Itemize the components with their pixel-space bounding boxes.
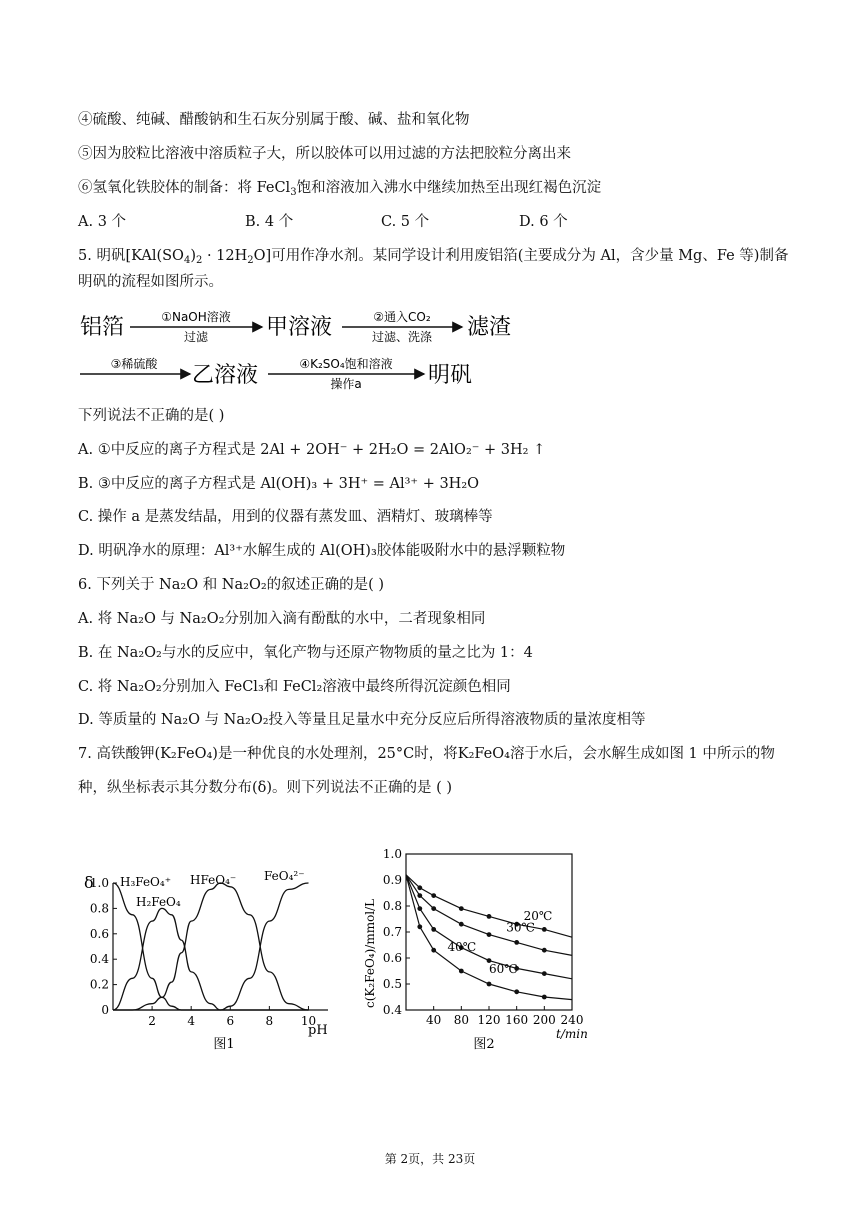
fig2-point [431, 927, 436, 932]
fig2-point [431, 906, 436, 911]
fig2-point [431, 948, 436, 953]
flow-step-2-top: ②通入CO₂ [373, 310, 431, 324]
item-6-post: 饱和溶液加入沸水中继续加热至出现红褐色沉淀 [296, 180, 602, 196]
fig1-species-1: H₂FeO₄ [136, 895, 181, 909]
fig2-ytick-label: 0.7 [382, 925, 402, 939]
q7-stem-line2: 种，纵坐标表示其分数分布(δ)。则下列说法不正确的是 ( ) [78, 780, 453, 796]
fig1-species-3: FeO₄²⁻ [264, 869, 305, 883]
fig2-point [417, 906, 422, 911]
q5-flow-diagram [78, 306, 518, 396]
q6-option-a: A. 将 Na₂O 与 Na₂O₂分别加入滴有酚酞的水中，二者现象相同 [78, 611, 486, 627]
fig2-point [514, 940, 519, 945]
q5-option-d: D. 明矾净水的原理：Al³⁺水解生成的 Al(OH)₃胶体能吸附水中的悬浮颗粒物 [78, 543, 566, 559]
fig2-series-label-3: 60℃ [489, 962, 518, 977]
fig2-point [542, 995, 547, 1000]
fig2-ytick-label: 0.9 [382, 873, 402, 887]
fig2-xtick-label: 40 [426, 1013, 442, 1027]
item-5: ⑤因为胶粒比溶液中溶质粒子大，所以胶体可以用过滤的方法把胶粒分离出来 [78, 146, 571, 162]
fig2-ytick-label: 1.0 [382, 847, 402, 861]
fig2-series-label-2: 40℃ [447, 940, 477, 955]
page-footer: 第 2页，共 23页 [384, 1152, 476, 1166]
fig2-point [459, 969, 464, 974]
fig2-xtick-label: 200 [532, 1013, 556, 1027]
fig2-xtick-label: 80 [453, 1013, 469, 1027]
item-6-pre: ⑥氢氧化铁胶体的制备：将 FeCl [78, 180, 291, 196]
q5-option-b: B. ③中反应的离子方程式是 Al(OH)₃ + 3H⁺ = Al³⁺ + 3H₂O [78, 476, 480, 492]
fig2-point [487, 982, 492, 987]
fig2-ytick-label: 0.4 [382, 1003, 402, 1017]
fig1-series-1 [113, 908, 309, 1010]
fig2-xtick-label: 240 [560, 1013, 584, 1027]
fig2-point [431, 893, 436, 898]
flow-step-4-bottom: 操作a [330, 377, 362, 391]
fig2-ytick-label: 0.6 [382, 951, 402, 965]
q5-stem-pre: 5. 明矾[KAl(SO [78, 248, 184, 264]
q5-option-c: C. 操作 a 是蒸发结晶，用到的仪器有蒸发皿、酒精灯、玻璃棒等 [78, 509, 493, 525]
q5-stem-mid1: ) [190, 248, 196, 264]
fig2-xlabel: t/min [556, 1027, 588, 1041]
fig1-xlabel: pH [308, 1023, 328, 1038]
figure-2 [356, 838, 606, 1062]
fig1-xtick-label: 8 [265, 1014, 274, 1028]
fig2-ytick-label: 0.8 [382, 899, 402, 913]
fig2-point [417, 893, 422, 898]
fig2-point [542, 927, 547, 932]
item-6: ⑥氢氧化铁胶体的制备：将 FeCl$_3$饱和溶液加入沸水中继续加热至出现红褐色沉淀 [78, 180, 602, 198]
item-4: ④硫酸、纯碱、醋酸钠和生石灰分别属于酸、碱、盐和氧化物 [78, 112, 470, 128]
q5-stem-mid2: · 12H [202, 248, 248, 264]
fig1-xtick-label: 10 [300, 1014, 317, 1028]
flow-step-2-bottom: 过滤、洗涤 [371, 330, 433, 344]
q6-option-d: D. 等质量的 Na₂O 与 Na₂O₂投入等量且足量水中充分反应后所得溶液物质的量浓度相等 [78, 712, 646, 728]
fig1-ytick-label: 0 [101, 1003, 109, 1017]
flow-step-4-top: ④K₂SO₄饱和溶液 [299, 357, 393, 371]
fig2-xtick-label: 120 [477, 1013, 501, 1027]
fig2-series-label-1: 30℃ [506, 920, 535, 935]
fig2-point [487, 914, 492, 919]
fig1-ylabel: δ [84, 873, 94, 892]
fig1-species-2: HFeO₄⁻ [190, 873, 237, 887]
q5-option-a: A. ①中反应的离子方程式是 2Al + 2OH⁻ + 2H₂O = 2AlO₂⁻ + 3H₂ ↑ [78, 442, 546, 458]
q6-option-b: B. 在 Na₂O₂与水的反应中，氧化产物与还原产物物质的量之比为 1：4 [78, 645, 533, 661]
flow-node-1: 铝箔 [80, 315, 125, 340]
fig2-point [542, 948, 547, 953]
fig2-point [487, 932, 492, 937]
flow-step-1-bottom: 过滤 [183, 330, 209, 344]
figure-1 [76, 838, 346, 1062]
q4-option-c: C. 5 个 [381, 214, 430, 230]
fig1-ytick-label: 0.2 [89, 977, 109, 992]
q4-option-a: A. 3 个 [78, 214, 127, 230]
fig2-ytick-label: 0.5 [382, 977, 402, 991]
q4-option-b: B. 4 个 [245, 214, 294, 230]
q5-stem-post: O]可用作净水剂。某同学设计利用废铝箔(主要成分为 Al，含少量 Mg、Fe 等)制备 [253, 248, 789, 264]
flow-node-3: 滤渣 [467, 315, 512, 340]
q5-stem: 5. 明矾$[KAl(SO_4)_2 \cdot 12H_2O]$可用作净水剂。某同学设计利用废铝箔(主要成分为 Al，含少量 Mg、Fe 等)制备 [78, 248, 789, 266]
flow-node-5: 明矾 [428, 363, 473, 388]
flow-step-1-top: ①NaOH溶液 [161, 310, 231, 324]
q6-option-c: C. 将 Na₂O₂分别加入 FeCl₃和 FeCl₂溶液中最终所得沉淀颜色相同 [78, 679, 511, 695]
fig2-point [514, 989, 519, 994]
flow-node-4: 乙溶液 [192, 363, 259, 388]
fig1-ytick-label: 0.8 [89, 901, 109, 916]
fig2-point [459, 906, 464, 911]
fig1-xtick-label: 6 [226, 1014, 235, 1028]
fig2-caption: 图2 [473, 1037, 495, 1052]
flow-step-3-top: ③稀硫酸 [110, 357, 158, 371]
q5-question: 下列说法不正确的是( ) [78, 408, 225, 424]
fig1-ytick-label: 0.4 [89, 952, 109, 967]
fig2-point [417, 924, 422, 929]
fig2-series-label-0: 20℃ [523, 908, 553, 923]
fig2-ylabel: c(K₂FeO₄)/mmol/L [363, 898, 377, 1008]
fig2-point [459, 922, 464, 927]
q7-stem-line1: 7. 高铁酸钾(K₂FeO₄)是一种优良的水处理剂，25°C时，将K₂FeO₄溶于水后，会水解生成如图 1 中所示的物 [78, 746, 775, 762]
fig2-point [542, 971, 547, 976]
fig1-ytick-label: 1.0 [89, 876, 109, 890]
fig2-xtick-label: 160 [505, 1013, 529, 1027]
fig1-species-0: H₃FeO₄⁺ [120, 875, 172, 889]
q4-option-d: D. 6 个 [519, 214, 568, 230]
fig1-xtick-label: 4 [187, 1014, 196, 1028]
flow-node-2: 甲溶液 [266, 315, 333, 340]
fig1-ytick-label: 0.6 [89, 926, 109, 941]
fig1-xtick-label: 2 [148, 1014, 156, 1028]
q5-stem-line2: 明矾的流程如图所示。 [78, 274, 223, 290]
fig2-frame [406, 854, 572, 1010]
fig2-point [417, 885, 422, 890]
q6-stem: 6. 下列关于 Na₂O 和 Na₂O₂的叙述正确的是( ) [78, 577, 385, 593]
fig1-caption: 图1 [213, 1037, 235, 1052]
